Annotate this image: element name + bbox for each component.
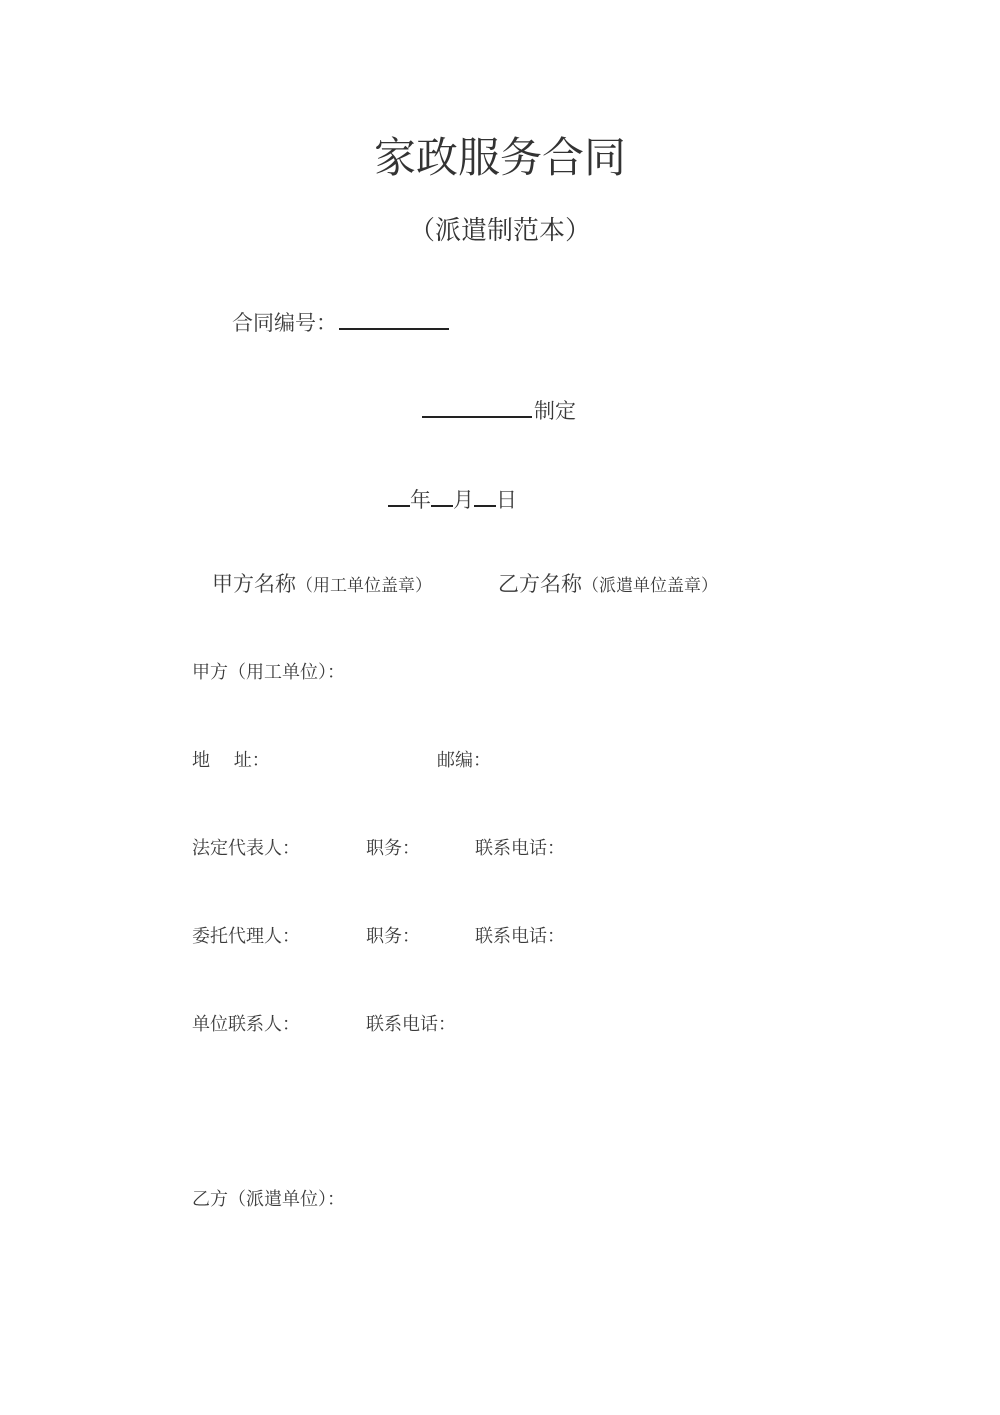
party-b-heading: 乙方（派遣单位）： xyxy=(192,1189,345,1210)
day-label: 日 xyxy=(496,488,517,512)
maker-suffix: 制定 xyxy=(534,399,576,423)
agent-label: 委托代理人： xyxy=(192,926,300,947)
date-line xyxy=(388,487,517,511)
legal-rep-phone-label: 联系电话： xyxy=(475,838,565,859)
unit-contact-phone-label: 联系电话： xyxy=(366,1014,456,1035)
document-subtitle: （派遣制范本） xyxy=(408,216,591,246)
address-label: 地 址： xyxy=(192,750,270,771)
day-blank xyxy=(474,487,496,507)
unit-contact-label: 单位联系人： xyxy=(192,1014,300,1035)
postcode-label: 邮编： xyxy=(437,750,491,771)
month-label: 月 xyxy=(453,488,474,512)
party-b-name-label: 乙方名称 xyxy=(498,572,582,596)
month-blank xyxy=(431,487,453,507)
contract-number-line xyxy=(232,310,449,334)
contract-number-label: 合同编号： xyxy=(232,311,337,335)
party-a-name-label: 甲方名称 xyxy=(212,572,296,596)
party-a-name-line xyxy=(212,574,432,595)
party-b-name-note: （派遣单位盖章） xyxy=(582,576,718,596)
legal-rep-label: 法定代表人： xyxy=(192,838,300,859)
party-b-name-line xyxy=(498,574,718,595)
legal-rep-position-label: 职务： xyxy=(366,838,420,859)
year-blank xyxy=(388,487,410,507)
maker-blank xyxy=(422,398,532,418)
party-a-name-note: （用工单位盖章） xyxy=(296,576,432,596)
party-a-heading: 甲方（用工单位）： xyxy=(192,662,345,683)
year-label: 年 xyxy=(410,488,431,512)
contract-number-blank xyxy=(339,310,449,330)
agent-position-label: 职务： xyxy=(366,926,420,947)
document-title: 家政服务合同 xyxy=(373,133,626,182)
maker-line xyxy=(422,398,576,422)
agent-phone-label: 联系电话： xyxy=(475,926,565,947)
